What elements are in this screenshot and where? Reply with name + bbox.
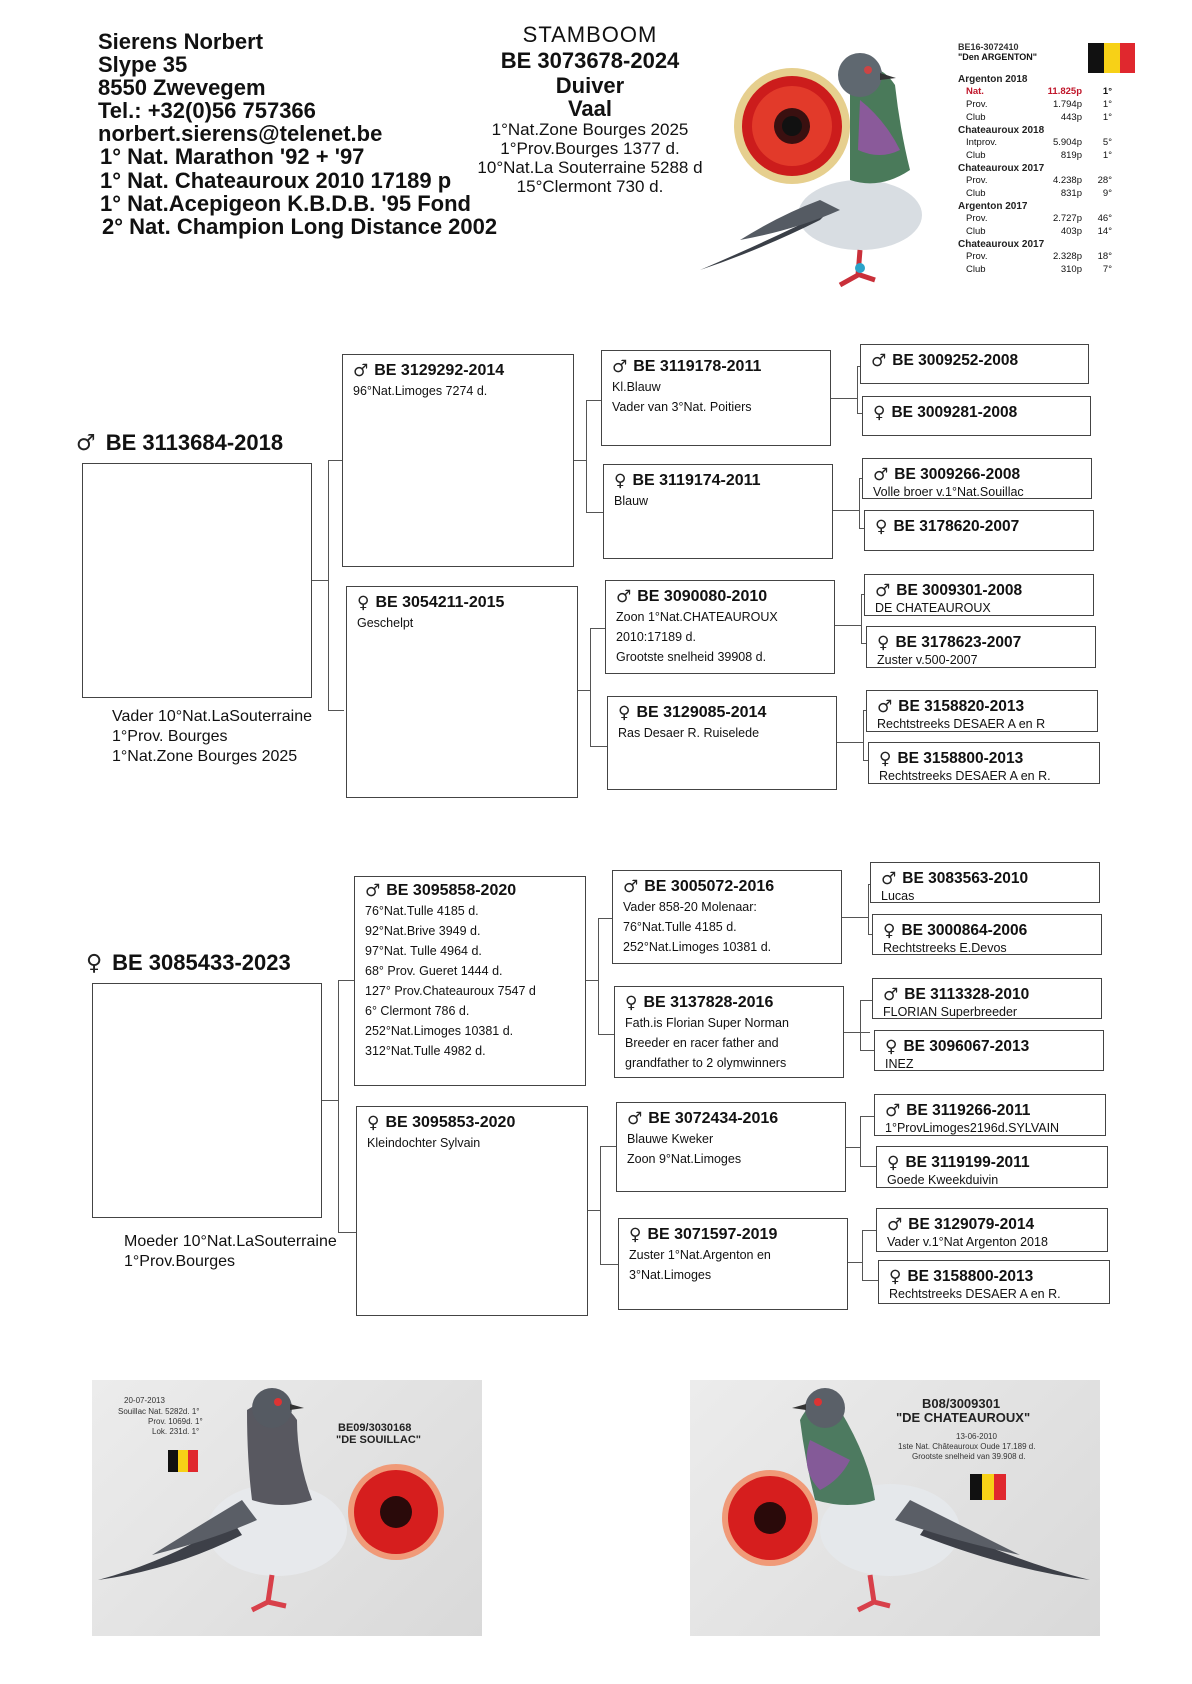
race-pos: 5° [1102, 137, 1112, 148]
ring-number: BE 3009266-2008 [894, 466, 1021, 483]
ring-number: BE 3119174-2011 [632, 472, 761, 489]
ring-number: BE 3009301-2008 [896, 582, 1023, 599]
ring-number: BE 3129292-2014 [374, 362, 505, 379]
race-count: 2.328p [1052, 251, 1082, 262]
race-pos: 1° [1102, 150, 1112, 161]
race-count: 819p [1060, 150, 1082, 161]
card-note: 127° Prov.Chateauroux 7547 d [365, 984, 536, 998]
card-note: 76°Nat.Tulle 4185 d. [623, 920, 737, 934]
male-icon: ♂ [623, 877, 639, 897]
panel-name: "DE SOUILLAC" [336, 1434, 421, 1446]
female-icon: ♀ [887, 1153, 900, 1173]
dam-photo-placeholder [92, 983, 322, 1218]
ring-number: BE 3083563-2010 [902, 870, 1029, 887]
connector [578, 690, 590, 691]
sire-mmf-card [866, 690, 1098, 732]
race-row [958, 174, 1128, 187]
owner-achievement: 1° Nat. Chateauroux 2010 17189 p [100, 168, 452, 193]
sire-mmm-card [868, 742, 1100, 784]
ring-number: BE 3005072-2016 [644, 878, 775, 895]
male-icon: ♂ [881, 869, 897, 889]
connector [600, 1264, 618, 1265]
dam-father-card [354, 876, 586, 1086]
connector [862, 1280, 878, 1281]
ring-number: BE 3071597-2019 [647, 1226, 778, 1243]
race-level: Prov. [966, 99, 988, 110]
race-row [958, 187, 1128, 200]
card-note: INEZ [885, 1057, 914, 1071]
card-note: Vader v.1°Nat Argenton 2018 [887, 1235, 1048, 1249]
card-note: Volle broer v.1°Nat.Souillac [873, 485, 1024, 499]
card-note: Zoon 1°Nat.CHATEAUROUX [616, 610, 778, 624]
card-note: 96°Nat.Limoges 7274 d. [353, 384, 488, 398]
card-note: 6° Clermont 786 d. [365, 1004, 470, 1018]
dam-subject [86, 950, 291, 976]
female-icon: ♀ [614, 471, 627, 491]
ring-number: BE 3119199-2011 [905, 1154, 1030, 1171]
card-note: Rechtstreeks DESAER A en R. [879, 769, 1051, 783]
race-count: 11.825p [1047, 86, 1082, 97]
connector [831, 398, 857, 399]
race-pos: 46° [1097, 213, 1112, 224]
connector [859, 478, 860, 528]
dam-note: 1°Prov.Bourges [124, 1253, 236, 1270]
sire-fff-card [860, 344, 1089, 384]
sire-ring: BE 3113684-2018 [105, 430, 284, 455]
card-note: Vader van 3°Nat. Poitiers [612, 400, 752, 414]
female-icon: ♀ [883, 921, 896, 941]
connector [590, 628, 591, 746]
male-icon: ♂ [353, 361, 369, 381]
sire-fm-card [603, 464, 833, 559]
sire-mf-card [605, 580, 835, 674]
eye-icon [346, 1462, 446, 1562]
panel-date: 13-06-2010 [956, 1432, 997, 1441]
panel-line: 1ste Nat. Châteauroux Oude 17.189 d. [898, 1442, 1036, 1451]
sire-notes [112, 707, 312, 767]
race-pos: 18° [1097, 251, 1112, 262]
connector [837, 742, 863, 743]
connector [586, 400, 587, 512]
race-row [958, 250, 1128, 263]
photo-panel-souillac [92, 1380, 482, 1636]
connector [338, 1232, 356, 1233]
female-icon: ♀ [875, 517, 888, 537]
pedigree-title-block [440, 22, 740, 196]
ring-number: BE 3054211-2015 [375, 594, 505, 611]
female-icon: ♀ [618, 703, 631, 723]
pedigree-result: 10°Nat.La Souterraine 5288 d [477, 158, 703, 177]
male-icon: ♂ [365, 881, 381, 901]
connector [842, 917, 868, 918]
male-icon: ♂ [76, 430, 96, 456]
dam-ffm-card [872, 914, 1102, 955]
race-pos: 7° [1102, 264, 1112, 275]
connector [860, 1116, 861, 1166]
card-note: 92°Nat.Brive 3949 d. [365, 924, 481, 938]
card-note: Rechtstreeks DESAER A en R. [889, 1287, 1061, 1301]
female-icon: ♀ [357, 593, 370, 613]
connector [586, 980, 598, 981]
connector [590, 746, 607, 747]
dam-note: Moeder 10°Nat.LaSouterraine [124, 1233, 337, 1250]
dam-fmm-card [874, 1030, 1104, 1071]
connector [600, 1146, 601, 1264]
card-note: 252°Nat.Limoges 10381 d. [365, 1024, 514, 1038]
connector [848, 1262, 862, 1263]
ring-number: BE 3137828-2016 [643, 994, 774, 1011]
card-note: 68° Prov. Gueret 1444 d. [365, 964, 503, 978]
pedigree-ring: BE 3073678-2024 [500, 48, 680, 73]
ring-number: BE 3096067-2013 [903, 1038, 1030, 1055]
race-row [958, 263, 1128, 276]
card-note: Zuster v.500-2007 [877, 653, 978, 667]
dam-mf-card [616, 1102, 846, 1192]
race-level: Club [966, 226, 986, 237]
female-icon: ♀ [877, 633, 890, 653]
owner-block [98, 30, 497, 238]
pedigree-header: STAMBOOM [522, 22, 658, 47]
connector [863, 710, 864, 760]
pedigree-result: 1°Nat.Zone Bourges 2025 [491, 120, 689, 139]
race-row [958, 85, 1128, 98]
pedigree-result: 1°Prov.Bourges 1377 d. [500, 139, 680, 158]
sire-mm-card [607, 696, 837, 790]
dam-mmm-card [878, 1260, 1110, 1304]
photo-panel-chateauroux [690, 1380, 1100, 1636]
dam-mmf-card [876, 1208, 1108, 1252]
connector [312, 580, 328, 581]
ring-number: BE 3129085-2014 [636, 704, 767, 721]
owner-name: Sierens Norbert [98, 29, 264, 54]
race-title: Chateauroux 2018 [958, 125, 1045, 136]
card-note: Grootste snelheid 39908 d. [616, 650, 767, 664]
race-level: Club [966, 112, 986, 123]
feature-ring: BE16-3072410 [958, 42, 1019, 52]
race-count: 403p [1060, 226, 1082, 237]
ring-number: BE 3158800-2013 [897, 750, 1024, 767]
ring-number: BE 3113328-2010 [904, 986, 1030, 1003]
race-row [958, 98, 1128, 111]
race-count: 2.727p [1052, 213, 1082, 224]
sire-mother-card [346, 586, 578, 798]
connector [860, 1050, 874, 1051]
card-note: Ras Desaer R. Ruiselede [618, 726, 760, 740]
dam-fmf-card [872, 978, 1102, 1019]
panel-line: Prov. 1069d. 1° [148, 1417, 203, 1426]
race-level: Intprov. [966, 137, 997, 148]
card-note: Kl.Blauw [612, 380, 661, 394]
connector [862, 1230, 863, 1280]
connector [860, 1000, 872, 1001]
dam-fm-card [614, 986, 844, 1078]
ring-number: BE 3158800-2013 [907, 1268, 1034, 1285]
sire-note: 1°Prov. Bourges [112, 728, 228, 745]
card-note: Blauwe Kweker [627, 1132, 714, 1146]
sire-note: Vader 10°Nat.LaSouterraine [112, 708, 313, 725]
ring-number: BE 3009281-2008 [891, 404, 1018, 421]
card-note: 2010:17189 d. [616, 630, 696, 644]
owner-phone: Tel.: +32(0)56 757366 [98, 98, 316, 123]
panel-line: Souillac Nat. 5282d. 1° [118, 1407, 200, 1416]
dam-notes [124, 1232, 337, 1272]
ring-number: BE 3178623-2007 [895, 634, 1022, 651]
card-note: Kleindochter Sylvain [367, 1136, 481, 1150]
connector [338, 980, 339, 1232]
card-note: Goede Kweekduivin [887, 1173, 999, 1187]
feature-pigeon-image [700, 40, 955, 305]
sire-ffm-card [862, 396, 1091, 436]
race-count: 831p [1060, 188, 1082, 199]
race-level: Club [966, 264, 986, 275]
card-note: Blauw [614, 494, 649, 508]
race-pos: 28° [1097, 175, 1112, 186]
connector [328, 460, 329, 710]
owner-city: 8550 Zwevegem [98, 75, 266, 100]
panel-name: "DE CHATEAUROUX" [896, 1410, 1031, 1425]
connector [862, 1230, 876, 1231]
card-note: Rechtstreeks E.Devos [883, 941, 1007, 955]
race-pos: 1° [1102, 99, 1112, 110]
connector [338, 980, 354, 981]
sire-fmm-card [864, 510, 1094, 551]
connector [857, 366, 858, 413]
race-row [958, 149, 1128, 162]
dam-mm-card [618, 1218, 848, 1310]
male-icon: ♂ [877, 697, 893, 717]
male-icon: ♂ [873, 465, 889, 485]
male-icon: ♂ [612, 357, 628, 377]
connector [586, 400, 601, 401]
connector [860, 1116, 874, 1117]
female-icon: ♀ [625, 993, 638, 1013]
connector [574, 460, 586, 461]
race-title: Argenton 2017 [958, 201, 1028, 212]
ring-number: BE 3129079-2014 [908, 1216, 1035, 1233]
connector [860, 1166, 876, 1167]
connector [868, 884, 869, 934]
sire-mfm-card [866, 626, 1096, 668]
dam-mfm-card [876, 1146, 1108, 1188]
female-icon: ♀ [86, 950, 103, 976]
sire-photo-placeholder [82, 463, 312, 698]
ring-number: BE 3158820-2013 [898, 698, 1025, 715]
race-pos: 1° [1102, 86, 1112, 97]
race-level: Prov. [966, 251, 988, 262]
ring-number: BE 3095853-2020 [385, 1114, 516, 1131]
sire-ff-card [601, 350, 831, 446]
ring-number: BE 3090080-2010 [637, 588, 768, 605]
connector [860, 1000, 861, 1050]
card-note: Geschelpt [357, 616, 414, 630]
feature-results [958, 42, 1128, 276]
male-icon: ♂ [887, 1215, 903, 1235]
dam-ff-card [612, 870, 842, 964]
race-pos: 9° [1102, 188, 1112, 199]
race-level: Prov. [966, 213, 988, 224]
dam-ring: BE 3085433-2023 [112, 950, 291, 975]
panel-ring: B08/3009301 [922, 1396, 1001, 1411]
card-note: Vader 858-20 Molenaar: [623, 900, 757, 914]
eye-icon [734, 68, 850, 184]
race-level: Club [966, 150, 986, 161]
race-count: 1.794p [1052, 99, 1082, 110]
card-note: 252°Nat.Limoges 10381 d. [623, 940, 772, 954]
sire-mff-card [864, 574, 1094, 616]
male-icon: ♂ [885, 1101, 901, 1121]
male-icon: ♂ [871, 351, 887, 371]
panel-line: Lok. 231d. 1° [152, 1427, 200, 1436]
pigeon-icon [690, 1380, 1100, 1636]
feature-name: "Den ARGENTON" [958, 52, 1038, 62]
male-icon: ♂ [627, 1109, 643, 1129]
card-note: 312°Nat.Tulle 4982 d. [365, 1044, 486, 1058]
card-note: Lucas [881, 889, 915, 903]
connector [328, 460, 342, 461]
panel-date: 20-07-2013 [124, 1396, 165, 1405]
panel-ring: BE09/3030168 [338, 1422, 412, 1434]
race-title: Argenton 2018 [958, 74, 1028, 85]
card-note: Zoon 9°Nat.Limoges [627, 1152, 742, 1166]
race-row [958, 212, 1128, 225]
dam-fff-card [870, 862, 1100, 903]
owner-achievement: 1° Nat.Acepigeon K.B.D.B. '95 Fond [100, 191, 471, 216]
owner-achievement: 1° Nat. Marathon '92 + '97 [100, 144, 365, 169]
ring-number: BE 3119178-2011 [633, 358, 762, 375]
race-pos: 14° [1097, 226, 1112, 237]
connector [844, 1032, 870, 1033]
connector [861, 594, 862, 643]
ring-number: BE 3009252-2008 [892, 352, 1019, 369]
sire-note: 1°Nat.Zone Bourges 2025 [112, 748, 298, 765]
sire-fmf-card [862, 458, 1092, 499]
pedigree-color: Vaal [567, 96, 613, 121]
female-icon: ♀ [873, 403, 886, 423]
connector [586, 512, 603, 513]
sire-father-card [342, 354, 574, 567]
race-row [958, 225, 1128, 238]
male-icon: ♂ [875, 581, 891, 601]
race-title: Chateauroux 2017 [958, 163, 1045, 174]
ring-number: BE 3000864-2006 [901, 922, 1028, 939]
dam-mff-card [874, 1094, 1106, 1136]
connector [328, 710, 344, 711]
ring-number: BE 3119266-2011 [906, 1102, 1031, 1119]
connector [598, 1034, 614, 1035]
card-note: DE CHATEAUROUX [875, 601, 991, 615]
connector [598, 918, 612, 919]
card-note: FLORIAN Superbreeder [883, 1005, 1018, 1019]
connector [322, 1100, 338, 1101]
male-icon: ♂ [883, 985, 899, 1005]
pedigree-result: 15°Clermont 730 d. [516, 177, 664, 196]
card-note: 97°Nat. Tulle 4964 d. [365, 944, 482, 958]
ring-number: BE 3072434-2016 [648, 1110, 779, 1127]
race-pos: 1° [1102, 112, 1112, 123]
dam-mother-card [356, 1106, 588, 1316]
card-note: 3°Nat.Limoges [629, 1268, 712, 1282]
race-level: Prov. [966, 175, 988, 186]
card-note: Breeder en racer father and [625, 1036, 779, 1050]
female-icon: ♀ [367, 1113, 380, 1133]
connector [590, 628, 605, 629]
connector [846, 1147, 860, 1148]
female-icon: ♀ [879, 749, 892, 769]
race-level: Club [966, 188, 986, 199]
ring-number: BE 3095858-2020 [386, 882, 517, 899]
connector [588, 1210, 600, 1211]
ring-number: BE 3178620-2007 [893, 518, 1020, 535]
race-row [958, 111, 1128, 124]
owner-email[interactable]: norbert.sierens@telenet.be [98, 121, 383, 146]
card-note: grandfather to 2 olymwinners [625, 1056, 787, 1070]
race-count: 443p [1060, 112, 1082, 123]
race-row [958, 136, 1128, 149]
connector [833, 510, 859, 511]
panel-line: Grootste snelheid van 39.908 d. [912, 1452, 1026, 1461]
female-icon: ♀ [889, 1267, 902, 1287]
race-title: Chateauroux 2017 [958, 239, 1045, 250]
card-note: 1°ProvLimoges2196d.SYLVAIN [885, 1121, 1060, 1135]
race-level: Nat. [966, 86, 984, 97]
connector [835, 625, 861, 626]
race-count: 310p [1060, 264, 1082, 275]
card-note: Fath.is Florian Super Norman [625, 1016, 789, 1030]
card-note: Rechtstreeks DESAER A en R [877, 717, 1046, 731]
male-icon: ♂ [616, 587, 632, 607]
owner-street: Slype 35 [98, 52, 188, 77]
sire-subject [76, 430, 283, 456]
connector [600, 1146, 616, 1147]
connector [598, 918, 599, 1034]
race-count: 5.904p [1052, 137, 1082, 148]
female-icon: ♀ [629, 1225, 642, 1245]
owner-achievement: 2° Nat. Champion Long Distance 2002 [102, 214, 498, 239]
female-icon: ♀ [885, 1037, 898, 1057]
card-note: Zuster 1°Nat.Argenton en [629, 1248, 771, 1262]
card-note: 76°Nat.Tulle 4185 d. [365, 904, 479, 918]
race-count: 4.238p [1052, 175, 1082, 186]
pedigree-sex: Duiver [555, 73, 625, 98]
